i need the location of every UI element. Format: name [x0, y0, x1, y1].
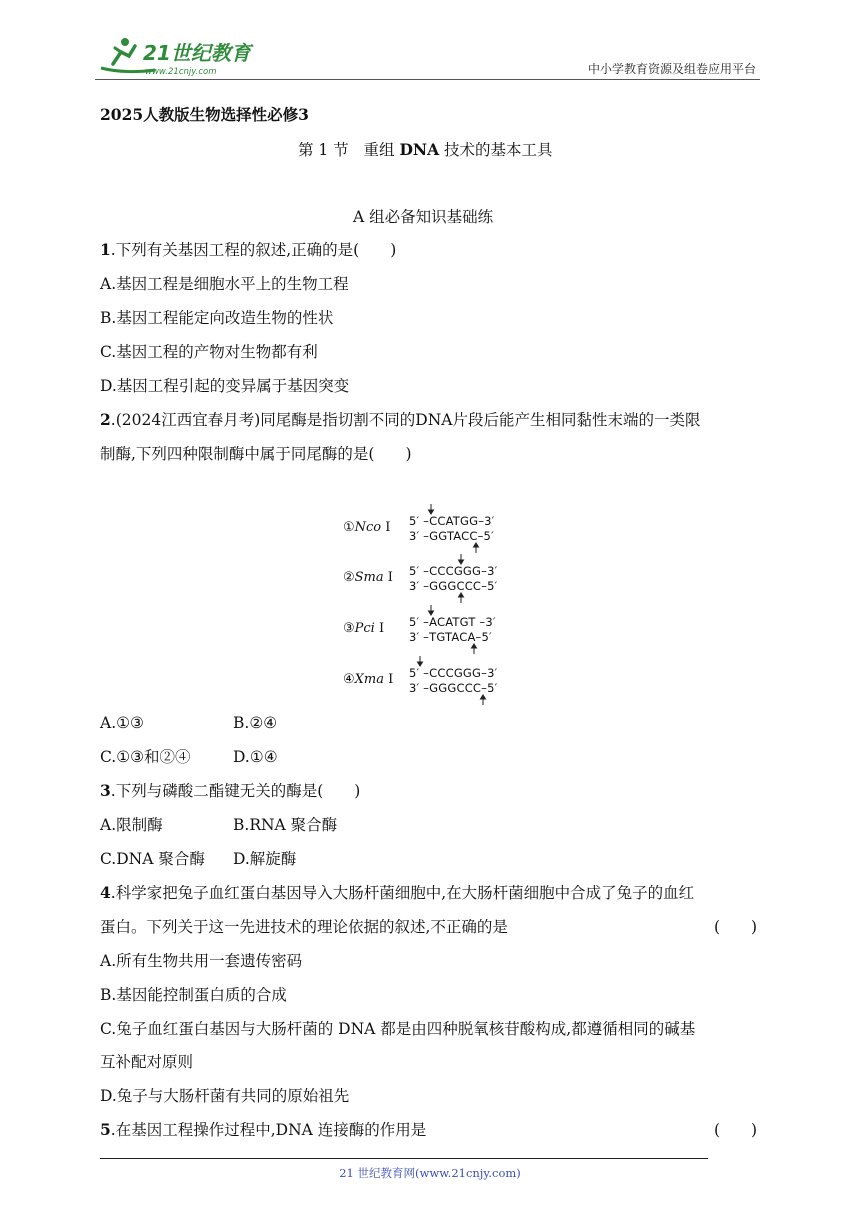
book-title: 2025人教版生物选择性必修3	[100, 105, 309, 124]
question-1-option-b: B.基因工程能定向改造生物的性状	[100, 309, 334, 327]
question-2-stem-line1: 2.(2024江西宜春月考)同尾酶是指切割不同的DNA片段后能产生相同黏性末端的一类限	[100, 410, 701, 429]
site-logo[interactable]	[95, 34, 265, 78]
footer-link[interactable]: 21 世纪教育网(www.21cnjy.com)	[339, 1166, 521, 1180]
enzyme-2-bottom-strand: 3′ –GGGCCC–5′	[409, 579, 498, 593]
cut-arrow-down-icon	[459, 560, 464, 564]
section-title-c: 技术的基本工具	[444, 141, 553, 159]
question-2-option-c: C.①③和②④	[100, 748, 191, 766]
question-2-option-d: D.①④	[233, 748, 278, 766]
question-3-option-c: C.DNA 聚合酶	[100, 850, 205, 868]
cut-site-arrows	[343, 500, 523, 705]
section-title	[298, 140, 553, 160]
page-header	[95, 34, 760, 80]
section-title-a: 重组	[363, 141, 395, 159]
question-5-answer-paren: ( )	[714, 1121, 758, 1139]
enzyme-2-label: ②Sma I	[343, 570, 393, 585]
enzyme-2-top-strand: 5′ –CCCGGG–3′	[409, 564, 498, 578]
logo-url-text: www.21cnjy.com	[145, 67, 217, 77]
restriction-enzyme-figure	[343, 500, 523, 705]
cut-arrow-up-icon	[459, 593, 464, 597]
enzyme-4-bottom-strand: 3′ –GGGCCC–5′	[409, 681, 498, 695]
question-3-option-d: D.解旋酶	[233, 850, 297, 868]
question-1-option-a: A.基因工程是细胞水平上的生物工程	[100, 275, 349, 293]
question-4-stem-line2: 蛋白。下列关于这一先进技术的理论依据的叙述,不正确的是	[100, 918, 508, 936]
section-prefix: 第 1 节	[298, 141, 349, 159]
enzyme-1-bottom-strand: 3′ –GGTACC–5′	[409, 529, 494, 543]
question-4-option-d: D.兔子与大肠杆菌有共同的原始祖先	[100, 1087, 350, 1105]
question-3-option-a: A.限制酶	[100, 816, 163, 834]
cut-arrow-down-icon	[429, 510, 434, 514]
question-1-stem: 1.下列有关基因工程的叙述,正确的是( )	[100, 240, 397, 259]
enzyme-4-label: ④Xma I	[343, 672, 394, 687]
question-4-stem-line1: 4.科学家把兔子血红蛋白基因导入大肠杆菌细胞中,在大肠杆菌细胞中合成了兔子的血红	[100, 883, 695, 902]
question-4-option-c-line1: C.兔子血红蛋白基因与大肠杆菌的 DNA 都是由四种脱氧核苷酸构成,都遵循相同的碱基	[100, 1020, 696, 1038]
question-2-option-b: B.②④	[233, 714, 278, 732]
header-divider	[95, 79, 760, 80]
question-2-option-a: A.①③	[100, 714, 144, 732]
question-1-option-d: D.基因工程引起的变异属于基因突变	[100, 377, 350, 395]
logo-text: 21世纪教育	[143, 41, 251, 65]
header-platform-text: 中小学教育资源及组卷应用平台	[587, 62, 756, 76]
question-1-option-c: C.基因工程的产物对生物都有利	[100, 343, 318, 361]
question-2-stem-line2: 制酶,下列四种限制酶中属于同尾酶的是( )	[100, 445, 412, 463]
enzyme-3-top-strand: 5′ –ACATGT –3′	[409, 615, 496, 629]
enzyme-4-top-strand: 5′ –CCCGGG–3′	[409, 666, 498, 680]
question-3-stem: 3.下列与磷酸二酯键无关的酶是( )	[100, 781, 361, 800]
question-4-option-c-line2: 互补配对原则	[100, 1053, 194, 1071]
question-5-stem: 5.在基因工程操作过程中,DNA 连接酶的作用是	[100, 1120, 427, 1139]
question-4-option-a: A.所有生物共用一套遗传密码	[100, 952, 303, 970]
enzyme-1-label: ①Nco I	[343, 520, 391, 535]
section-title-dna: DNA	[399, 140, 440, 159]
cut-arrow-down-icon	[418, 662, 423, 666]
cut-arrow-up-icon	[474, 543, 479, 547]
question-4-option-b: B.基因能控制蛋白质的合成	[100, 986, 287, 1004]
cut-arrow-up-icon	[481, 695, 486, 699]
question-4-answer-paren: ( )	[714, 918, 758, 936]
footer-divider	[100, 1158, 708, 1159]
enzyme-1-top-strand: 5′ –CCATGG–3′	[409, 514, 495, 528]
question-3-option-b: B.RNA 聚合酶	[233, 816, 338, 834]
group-title: A 组必备知识基础练	[353, 208, 494, 226]
enzyme-3-label: ③Pci I	[343, 621, 385, 636]
enzyme-3-bottom-strand: 3′ –TGTACA–5′	[409, 630, 492, 644]
cut-arrow-down-icon	[429, 611, 434, 615]
cut-arrow-up-icon	[472, 644, 477, 648]
